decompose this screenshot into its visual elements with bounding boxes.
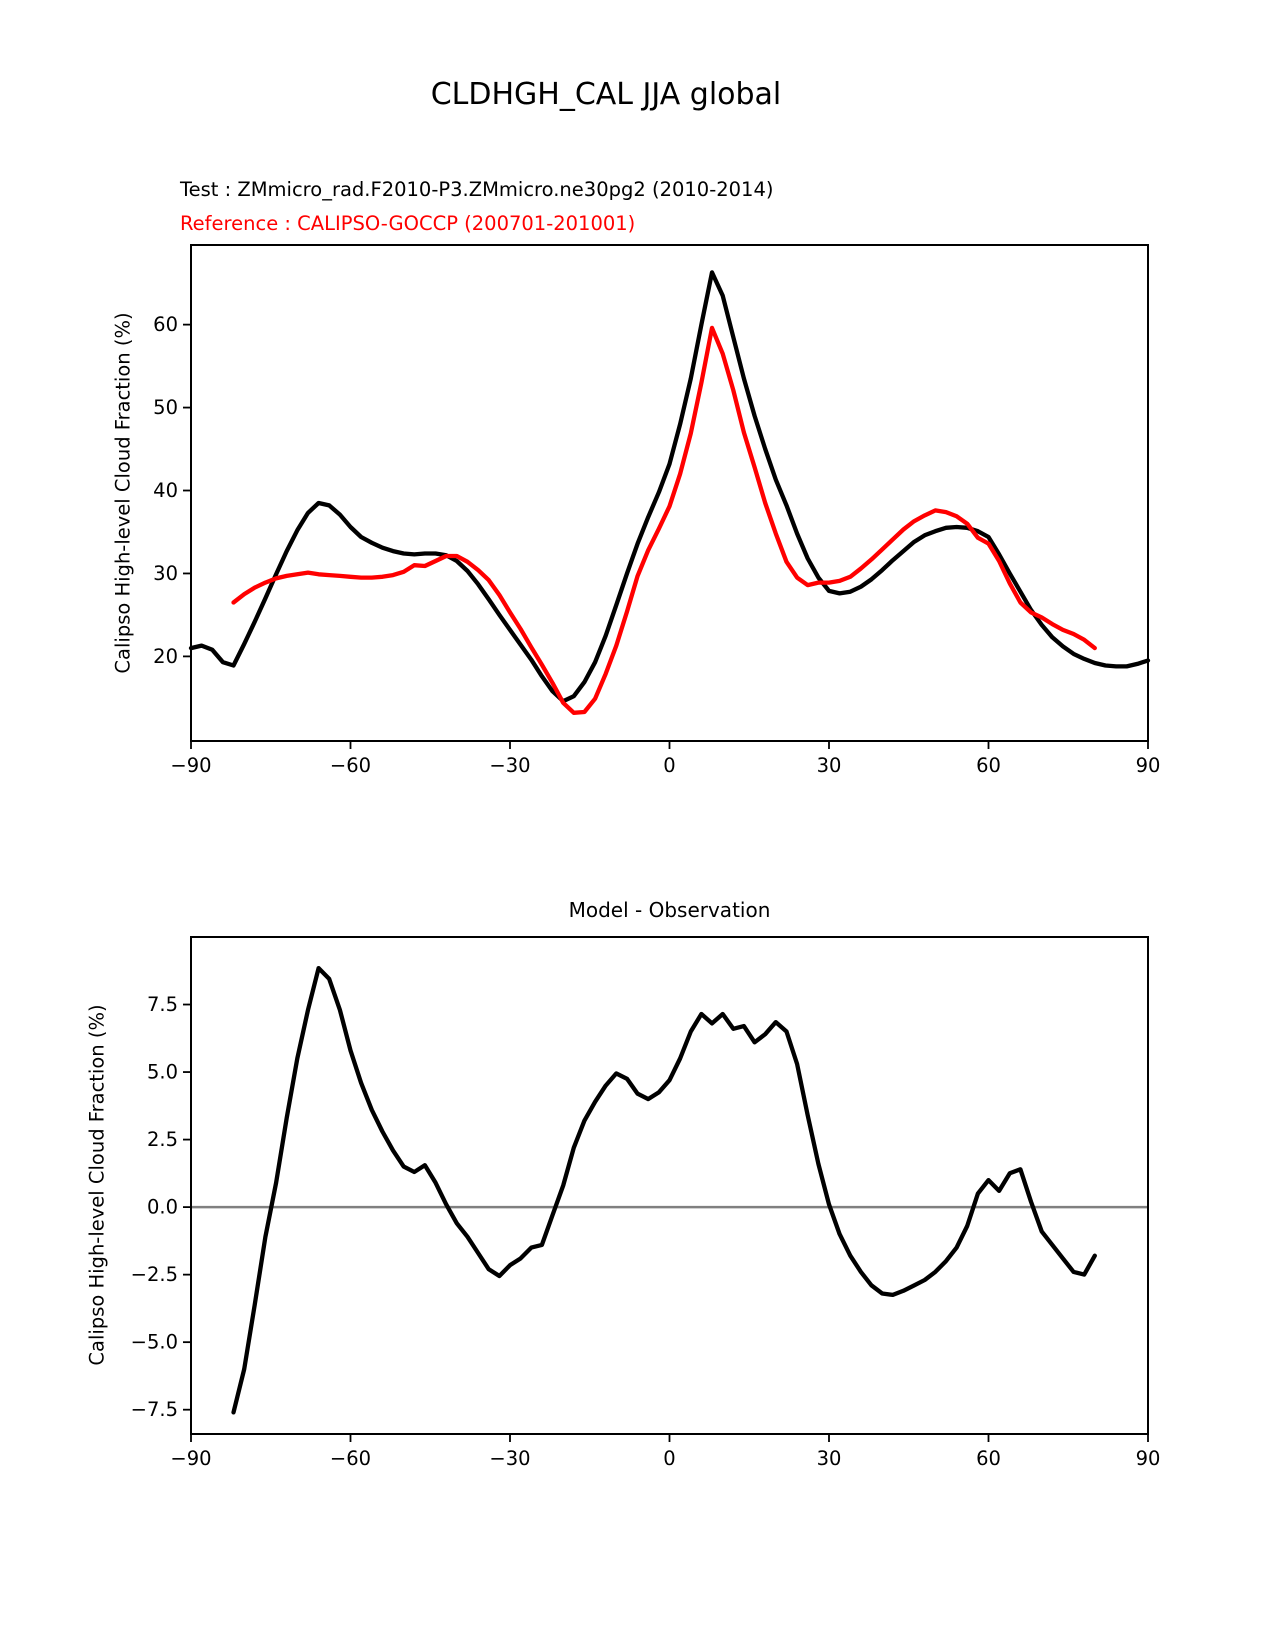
- x-tick-label: 60: [976, 754, 1001, 777]
- y-tick-label: 40: [153, 479, 178, 503]
- y-tick-label: 60: [153, 313, 178, 337]
- x-tick-label: −60: [329, 1447, 372, 1470]
- y-tick-label: −5.0: [130, 1330, 178, 1354]
- y-tick-label: 50: [153, 396, 178, 420]
- y-tick-label: −7.5: [130, 1398, 178, 1422]
- x-tick-label: −60: [329, 754, 372, 777]
- bottom-chart-title: Model - Observation: [568, 898, 771, 922]
- bottom-chart-y-axis-label: Calipso High-level Cloud Fraction (%): [85, 1004, 109, 1366]
- x-tick-label: −90: [170, 754, 212, 777]
- x-tick-label: −90: [170, 1447, 212, 1470]
- y-tick-label: 2.5: [146, 1128, 178, 1152]
- series-line-1: [234, 328, 1095, 713]
- plot-frame: [191, 245, 1148, 741]
- y-tick-label: 5.0: [146, 1060, 178, 1084]
- chart-1: [131, 937, 1161, 1470]
- y-tick-label: −2.5: [130, 1263, 178, 1287]
- y-tick-label: 20: [153, 644, 178, 668]
- x-tick-label: 30: [816, 1447, 842, 1470]
- x-tick-label: −30: [489, 1447, 531, 1470]
- top-chart-y-axis-label: Calipso High-level Cloud Fraction (%): [111, 312, 135, 674]
- x-tick-label: 90: [1135, 754, 1161, 777]
- page-title: CLDHGH_CAL JJA global: [430, 77, 782, 112]
- series-line-0: [234, 968, 1095, 1412]
- reference-dataset-label: Reference : CALIPSO-GOCCP (200701-201001): [180, 212, 636, 235]
- x-tick-label: 0: [663, 754, 676, 777]
- y-tick-label: 30: [153, 561, 178, 585]
- series-line-0: [191, 272, 1148, 701]
- test-run-label: Test : ZMmicro_rad.F2010-P3.ZMmicro.ne30pg2 (2010-2014): [180, 178, 774, 201]
- x-tick-label: 60: [976, 1447, 1001, 1470]
- x-tick-label: 30: [816, 754, 842, 777]
- y-tick-label: 7.5: [146, 993, 178, 1017]
- chart-0: [153, 245, 1160, 777]
- x-tick-label: 0: [663, 1447, 676, 1470]
- x-tick-label: −30: [489, 754, 531, 777]
- y-tick-label: 0.0: [146, 1195, 178, 1219]
- x-tick-label: 90: [1135, 1447, 1161, 1470]
